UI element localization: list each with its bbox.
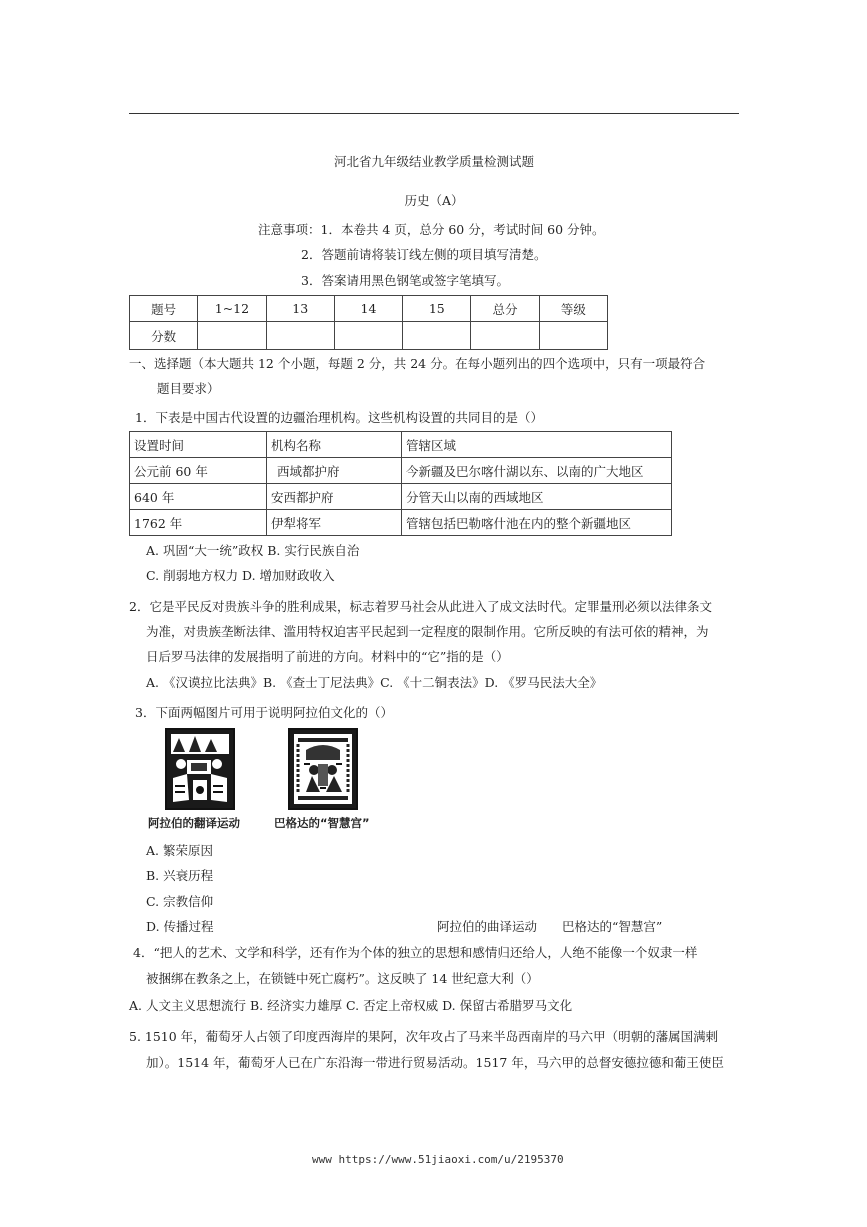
q3-option-c: C. 宗教信仰 [146, 894, 214, 909]
q3-text-caption-1: 阿拉伯的曲译运动 [437, 919, 538, 934]
translation-movement-illustration [167, 730, 233, 808]
table-row [130, 484, 672, 510]
score-header-cell: 14 [334, 296, 402, 322]
table-cell: 设置时间 [130, 432, 267, 458]
table-cell: 机构名称 [267, 432, 402, 458]
score-cell[interactable] [539, 322, 607, 350]
score-cell[interactable] [266, 322, 334, 350]
table-row [130, 458, 672, 484]
q1-options-cd: C. 削弱地方权力 D. 增加财政收入 [146, 568, 335, 583]
translation-movement-image [165, 728, 235, 810]
top-rule [129, 113, 739, 114]
footer-url[interactable]: www https://www.51jiaoxi.com/u/2195370 [312, 1153, 564, 1166]
q3-option-a: A. 繁荣原因 [146, 843, 213, 858]
note-2: 2．答题前请将装订线左侧的项目填写清楚。 [301, 247, 547, 262]
house-of-wisdom-image [288, 728, 358, 810]
table-cell: 1762 年 [130, 510, 267, 536]
q3-option-b: B. 兴衰历程 [146, 868, 214, 883]
q3-text-caption-2: 巴格达的“智慧宫” [562, 919, 663, 934]
score-header-cell: 题号 [130, 296, 198, 322]
table-cell: 伊犁将军 [267, 510, 402, 536]
score-cell[interactable] [198, 322, 266, 350]
score-header-cell: 15 [403, 296, 471, 322]
q4-line-2: 被捆绑在教条之上，在锁链中死亡腐朽”。这反映了 14 世纪意大利（） [146, 971, 539, 986]
score-cell[interactable] [334, 322, 402, 350]
score-header-cell: 等级 [539, 296, 607, 322]
table-cell: 管辖包括巴勒喀什池在内的整个新疆地区 [402, 510, 672, 536]
subject-title: 历史（A） [404, 193, 464, 208]
score-cell[interactable] [471, 322, 539, 350]
section1-heading: 一、选择题（本大题共 12 个小题，每题 2 分，共 24 分。在每小题列出的四个选项中，只有一项最符合 [129, 356, 706, 371]
score-header-cell: 13 [266, 296, 334, 322]
q1-table [129, 431, 672, 536]
q5-line-1: 5. 1510 年，葡萄牙人占领了印度西海岸的果阿，次年攻占了马来半岛西南岸的马六甲（明朝的藩属国满剌 [129, 1029, 719, 1044]
q2-line-3: 日后罗马法律的发展指明了前进的方向。材料中的“它”指的是（） [146, 649, 509, 664]
table-cell: 西域都护府 [267, 458, 402, 484]
score-table-header-row [130, 296, 608, 322]
q1-options-ab: A. 巩固“大一统”政权 B. 实行民族自治 [146, 543, 360, 558]
img2-caption: 巴格达的“智慧宫” [274, 816, 370, 830]
table-cell: 640 年 [130, 484, 267, 510]
house-of-wisdom-illustration [290, 730, 356, 808]
q4-options: A. 人文主义思想流行 B. 经济实力雄厚 C. 否定上帝权威 D. 保留古希腊罗马文化 [129, 998, 573, 1013]
score-table-score-row [130, 322, 608, 350]
q3-stem: 3．下面两幅图片可用于说明阿拉伯文化的（） [135, 705, 393, 720]
q2-options: A. 《汉谟拉比法典》B. 《查士丁尼法典》C. 《十二铜表法》D. 《罗马民法大全》 [146, 675, 603, 690]
note-1: 注意事项：1．本卷共 4 页，总分 60 分，考试时间 60 分钟。 [258, 222, 605, 237]
score-header-cell: 1~12 [198, 296, 266, 322]
q3-option-d: D. 传播过程 [146, 919, 214, 934]
table-cell: 今新疆及巴尔喀什湖以东、以南的广大地区 [402, 458, 672, 484]
q2-line-2: 为准，对贵族垄断法律、滥用特权迫害平民起到一定程度的限制作用。它所反映的有法可依的精神，为 [146, 624, 709, 639]
exam-title: 河北省九年级结业教学质量检测试题 [333, 154, 534, 169]
q1-stem: 1．下表是中国古代设置的边疆治理机构。这些机构设置的共同目的是（） [135, 410, 543, 425]
table-cell: 分管天山以南的西域地区 [402, 484, 672, 510]
q4-line-1: 4．“把人的艺术、文学和科学，还有作为个体的独立的思想和感情归还给人，人绝不能像一个奴隶一样 [133, 945, 698, 960]
score-header-cell: 总分 [471, 296, 539, 322]
section1-heading-cont: 题目要求） [157, 381, 220, 396]
note-3: 3．答案请用黑色钢笔或签字笔填写。 [301, 273, 509, 288]
img1-caption: 阿拉伯的翻译运动 [148, 816, 240, 830]
table-row [130, 432, 672, 458]
score-table [129, 295, 608, 350]
q5-line-2: 加）。1514 年，葡萄牙人已在广东沿海一带进行贸易活动。1517 年，马六甲的总督安德拉德和葡王使臣 [146, 1055, 724, 1070]
score-row-label: 分数 [130, 322, 198, 350]
table-cell: 管辖区域 [402, 432, 672, 458]
table-row [130, 510, 672, 536]
score-cell[interactable] [403, 322, 471, 350]
q2-line-1: 2．它是平民反对贵族斗争的胜利成果，标志着罗马社会从此进入了成文法时代。定罪量刑必须以法律条文 [129, 599, 712, 614]
table-cell: 公元前 60 年 [130, 458, 267, 484]
table-cell: 安西都护府 [267, 484, 402, 510]
